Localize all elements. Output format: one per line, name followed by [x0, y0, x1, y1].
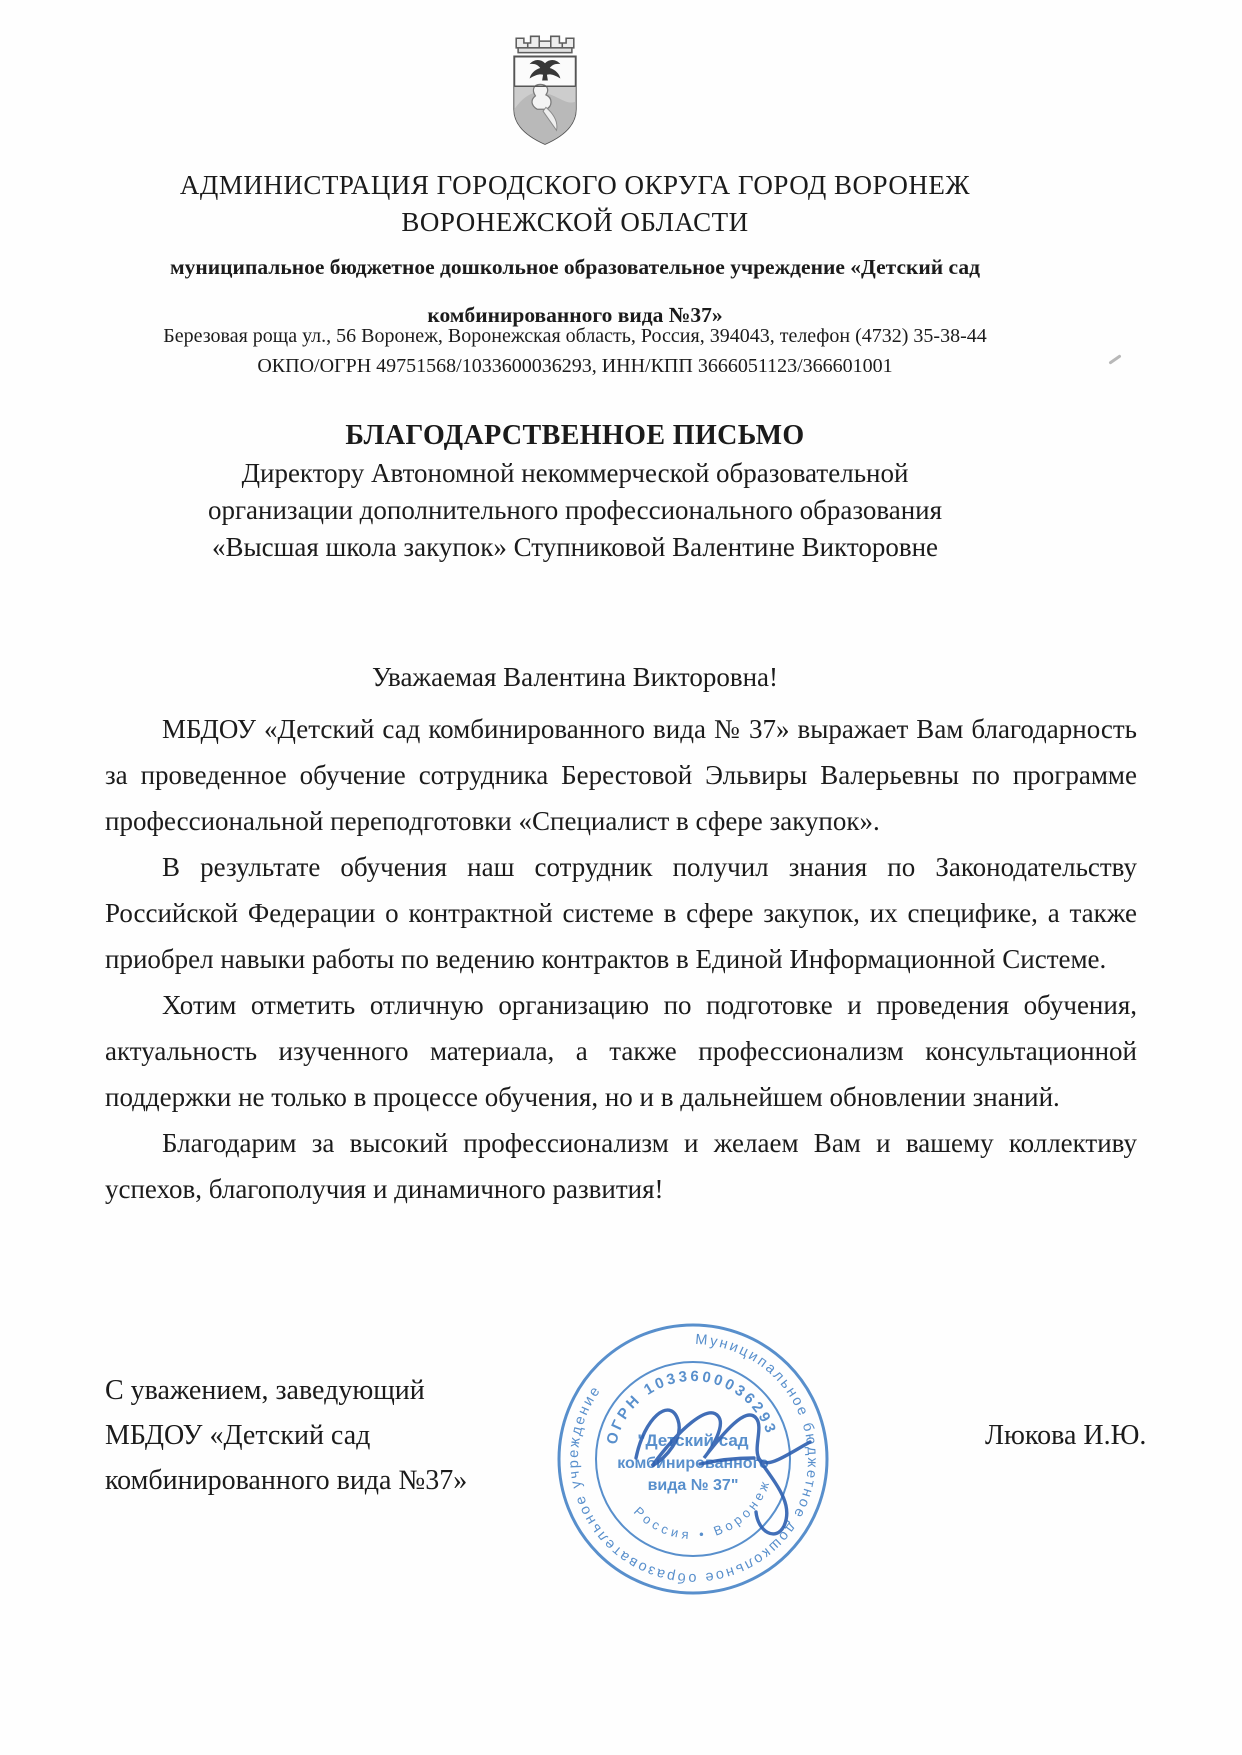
- letter-title: БЛАГОДАРСТВЕННОЕ ПИСЬМО: [345, 420, 805, 451]
- institution-registration-codes: ОКПО/ОГРН 49751568/1033600036293, ИНН/КПП 3666051123/366601001: [257, 355, 893, 377]
- stamp-center-line1: "Детский сад: [637, 1431, 749, 1450]
- body-paragraph: В результате обучения наш сотрудник получил знания по Законодательству Российской Федерации о контрактной системе в сфере закупок, их специфике, а также приобрел навыки работы по ведению контрактов в Единой Информационной Системе.: [105, 852, 1137, 974]
- stamp-country-city-text: Россия • Воронеж: [630, 1475, 774, 1543]
- closing-line: МБДОУ «Детский сад: [105, 1420, 371, 1451]
- stamp-center-line3: вида № 37": [647, 1477, 739, 1494]
- handwritten-signature: [608, 1362, 868, 1582]
- body-paragraph: МБДОУ «Детский сад комбинированного вида № 37» выражает Вам благодарность за проведенное обучение сотрудника Берестовой Эльвиры Валерьевны по программе профессиональной переподготовки «Специалист в сфере закупок».: [105, 714, 1137, 836]
- addressee-line: Директору Автономной некоммерческой образовательной: [241, 458, 909, 488]
- stamp-center-line2: комбинированного: [617, 1455, 769, 1472]
- body-paragraph: Хотим отметить отличную организацию по подготовке и проведения обучения, актуальность изученного материала, а также профессионализм консультационной поддержки не только в процессе обучения, но и в дальнейшем обновлении знаний.: [105, 990, 1137, 1112]
- salutation: Уважаемая Валентина Викторовна!: [371, 662, 779, 692]
- addressee-line: «Высшая школа закупок» Ступниковой Валентине Викторовне: [211, 532, 939, 562]
- closing-line: комбинированного вида №37»: [105, 1465, 468, 1496]
- closing-line: С уважением, заведующий: [105, 1375, 425, 1406]
- addressee-line: организации дополнительного профессионального образования: [207, 495, 943, 525]
- letter-body: [105, 706, 1137, 1212]
- closing-block: [105, 1368, 525, 1503]
- administration-title-line2: ВОРОНЕЖСКОЙ ОБЛАСТИ: [401, 207, 749, 237]
- voronezh-coat-of-arms-icon: [497, 32, 593, 152]
- stamp-ogrn-text: ОГРН 1033600036293: [603, 1367, 780, 1447]
- signatory-name: Люкова И.Ю.: [985, 1420, 1147, 1451]
- addressee-block: [0, 455, 1150, 566]
- body-paragraph: Благодарим за высокий профессионализм и желаем Вам и вашему коллективу успехов, благополучия и динамичного развития!: [105, 1128, 1137, 1204]
- administration-title-line1: АДМИНИСТРАЦИЯ ГОРОДСКОГО ОКРУГА ГОРОД ВОРОНЕЖ: [179, 170, 971, 200]
- institution-name: муниципальное бюджетное дошкольное образовательное учреждение «Детский сад комбинированного вида №37»: [170, 255, 980, 327]
- stamp-outer-ring-text: Муниципальное бюджетное дошкольное образовательное учреждение: [565, 1331, 821, 1587]
- institution-address: Березовая роща ул., 56 Воронеж, Воронежская область, Россия, 394043, телефон (4732) 35-38-44: [163, 325, 987, 347]
